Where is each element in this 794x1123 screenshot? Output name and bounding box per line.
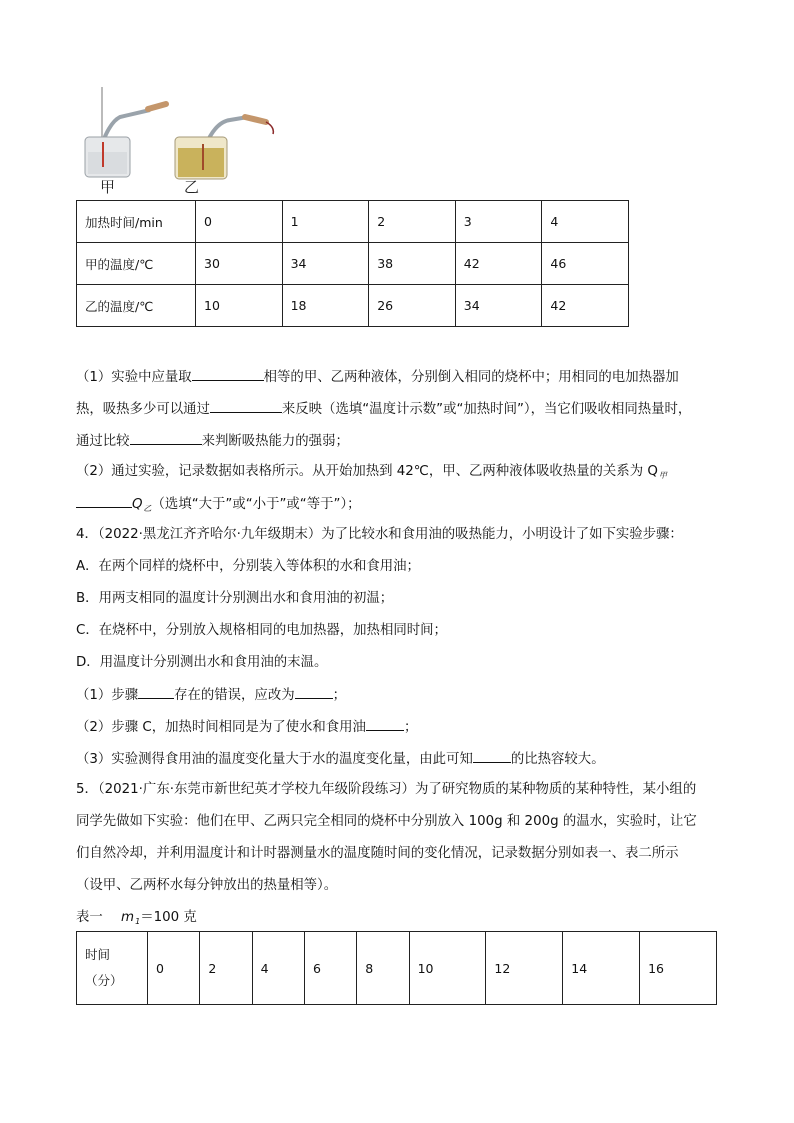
table-cell: 26 xyxy=(369,285,456,327)
table-cell: 加热时间/min xyxy=(77,201,196,243)
table-cell: 34 xyxy=(282,243,369,285)
answer-blank[interactable] xyxy=(138,684,174,699)
q5-line2: 同学先做如下实验：他们在甲、乙两只完全相同的烧杯中分别放入 100g 和 200g 的温水，实验时，让它 xyxy=(76,814,697,829)
q4-sub2 xyxy=(76,716,417,738)
header-text: （分） xyxy=(85,973,123,988)
q4-text: ； xyxy=(403,720,418,735)
table-cell: 4 xyxy=(542,201,629,243)
table-header-cell xyxy=(77,932,148,1005)
table-cell: 乙的温度/℃ xyxy=(77,285,196,327)
table-cell: 8 xyxy=(357,932,409,1005)
table-cell: 14 xyxy=(563,932,640,1005)
table-cell: 甲的温度/℃ xyxy=(77,243,196,285)
q4-step-b: B．用两支相同的温度计分别测出水和食用油的初温； xyxy=(76,591,394,606)
q3-text: （2）通过实验，记录数据如表格所示。从开始加热到 42℃，甲、乙两种液体吸收热量的关系为 Q xyxy=(76,464,658,479)
table-cell: 12 xyxy=(486,932,563,1005)
q5-line4: （设甲、乙两杯水每分钟放出的热量相等）。 xyxy=(76,878,338,893)
q3-part1-line1 xyxy=(76,366,679,388)
table-cell: 0 xyxy=(196,201,283,243)
subscript: 乙 xyxy=(143,504,152,513)
table-cell: 10 xyxy=(196,285,283,327)
table-cell: 10 xyxy=(409,932,486,1005)
answer-blank[interactable] xyxy=(295,684,333,699)
q3-part1-line3 xyxy=(76,430,349,452)
answer-blank[interactable] xyxy=(192,366,264,381)
q3-text: 来反映（选填“温度计示数”或“加热时间”），当它们吸收相同热量时， xyxy=(281,402,692,417)
table-cell: 46 xyxy=(542,243,629,285)
table-row xyxy=(77,285,629,327)
q4-text: （3）实验测得食用油的温度变化量大于水的温度变化量，由此可知 xyxy=(76,752,473,767)
q4-text: ； xyxy=(332,688,346,703)
table2-caption xyxy=(76,908,197,932)
q3-part1-line2 xyxy=(76,398,691,420)
q3-text: 来判断吸热能力的强弱； xyxy=(201,434,349,449)
q4-sub1 xyxy=(76,684,346,706)
mass-value: ＝100 克 xyxy=(140,910,197,925)
answer-blank[interactable] xyxy=(473,748,511,763)
q3-text: （1）实验中应量取 xyxy=(76,370,192,385)
q4-sub3 xyxy=(76,748,605,770)
q4-step-a: A．在两个同样的烧杯中，分别装入等体积的水和食用油； xyxy=(76,559,420,574)
table-cell: 42 xyxy=(542,285,629,327)
figure-label-jia: 甲 xyxy=(100,178,116,196)
table-cell: 2 xyxy=(200,932,252,1005)
answer-blank[interactable] xyxy=(366,716,404,731)
q3-text: 热，吸热多少可以通过 xyxy=(76,402,210,417)
table-cell: 30 xyxy=(196,243,283,285)
heating-data-table xyxy=(76,200,629,327)
q3-text: 相等的甲、乙两种液体，分别倒入相同的烧杯中；用相同的电加热器加 xyxy=(263,370,679,385)
q4-text: （1）步骤 xyxy=(76,688,139,703)
q4-text: 存在的错误，应改为 xyxy=(174,688,295,703)
table-cell: 3 xyxy=(455,201,542,243)
q3-text: 通过比较 xyxy=(76,434,130,449)
q4-text: 的比热容较大。 xyxy=(510,752,605,767)
header-text: 时间 xyxy=(85,947,111,962)
table-row xyxy=(77,243,629,285)
cooling-time-table xyxy=(76,931,717,1005)
table-cell: 42 xyxy=(455,243,542,285)
answer-blank[interactable] xyxy=(130,430,202,445)
table-cell: 0 xyxy=(148,932,200,1005)
q3-text: Q xyxy=(132,497,143,512)
table-cell: 2 xyxy=(369,201,456,243)
q4-step-c: C．在烧杯中，分别放入规格相同的电加热器，加热相同时间； xyxy=(76,623,447,638)
table-row xyxy=(77,932,717,1005)
q5-line3: 们自然冷却，并利用温度计和计时器测量水的温度随时间的变化情况，记录数据分别如表一、表二所示 xyxy=(76,846,679,861)
q4-step-d: D．用温度计分别测出水和食用油的末温。 xyxy=(76,655,328,670)
table-cell: 38 xyxy=(369,243,456,285)
caption-text: 表一 xyxy=(76,910,103,925)
q3-text: （选填“大于”或“小于”或“等于”）； xyxy=(151,497,361,512)
table-cell: 1 xyxy=(282,201,369,243)
table-cell: 4 xyxy=(252,932,304,1005)
table-cell: 16 xyxy=(640,932,717,1005)
subscript: 甲 xyxy=(658,471,667,480)
answer-blank[interactable] xyxy=(76,493,132,508)
answer-blank[interactable] xyxy=(210,398,282,413)
q3-part2-line1 xyxy=(76,462,667,486)
mass-symbol: m xyxy=(121,910,135,925)
q4-heading: 4．（2022·黑龙江齐齐哈尔·九年级期末）为了比较水和食用油的吸热能力，小明设计了如下实验步骤： xyxy=(76,527,683,542)
table-row xyxy=(77,201,629,243)
q4-text: （2）步骤 C，加热时间相同是为了使水和食用油 xyxy=(76,720,366,735)
table-cell: 34 xyxy=(455,285,542,327)
beaker-figure xyxy=(80,82,280,197)
subscript: 1 xyxy=(135,917,141,926)
q3-part2-line2 xyxy=(76,493,361,519)
figure-label-yi: 乙 xyxy=(184,178,200,196)
q5-line1: 5．（2021·广东·东莞市新世纪英才学校九年级阶段练习）为了研究物质的某种物质的某种特性，某小组的 xyxy=(76,782,697,797)
table-cell: 18 xyxy=(282,285,369,327)
table-cell: 6 xyxy=(304,932,356,1005)
